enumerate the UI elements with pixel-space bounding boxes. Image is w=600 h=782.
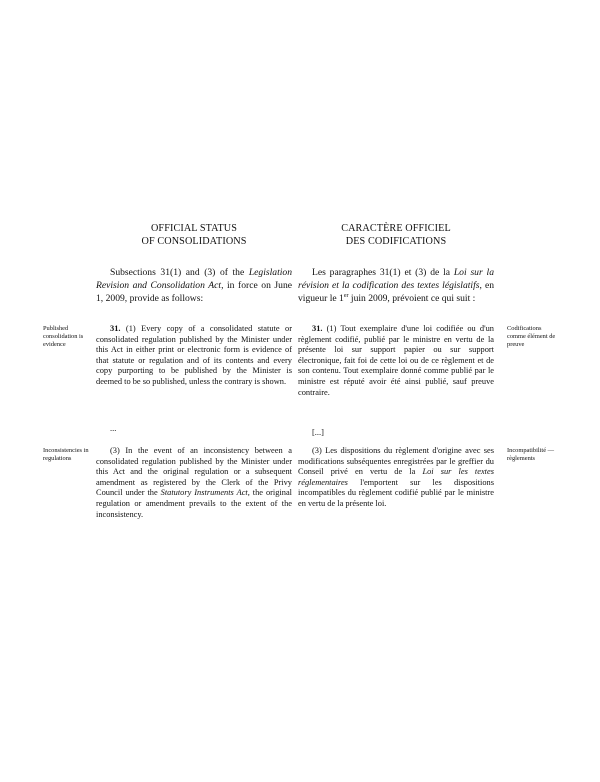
- intro-english: [96, 266, 292, 305]
- section-31-3-english-text-a: (3) In the event of an inconsistency between a consolidated regulation published by the Minister under this Act and the original regulation or a subsequent amendment as registered by the Clerk of the Privy Council under the: [96, 446, 292, 498]
- section-31-1-english: [96, 324, 292, 388]
- intro-english-text-b: , in force on June 1, 2009, provide as follows:: [96, 280, 292, 304]
- heading-english-line2: OF CONSOLIDATIONS: [141, 236, 247, 247]
- section-31-1-french-text: (1) Tout exemplaire d'une loi codifiée ou d'un règlement codifié, publié par le ministre en vertu de la présente loi sur support papier ou sur support électronique, fait foi de cette loi ou de ce règlement et de son contenu. Tout exemplaire donné comme publié par le ministre est réputé avoir été ainsi publié, sauf preuve contraire.: [298, 324, 494, 397]
- section-31-1-english-text: (1) Every copy of a consolidated statute or consolidated regulation published by the Minister under this Act in either print or electronic form is evidence of that statute or regulation and of its contents and every copy purporting to be published by the Minister is deemed to be so published, unless the contrary is shown.: [96, 324, 292, 386]
- section-31-3-english-text-b: , the original regulation or amendment prevails to the extent of the inconsistency.: [96, 488, 293, 519]
- section-number-french: 31.: [312, 324, 323, 333]
- section-31-3-english-act-title: Statutory Instruments Act: [160, 488, 248, 498]
- intro-french-text-b: , en vigueur le 1: [298, 280, 495, 304]
- intro-french-text-c: juin 2009, prévoient ce qui suit :: [348, 293, 476, 304]
- section-31-1-french: [298, 324, 494, 398]
- section-number-english: 31.: [110, 324, 121, 333]
- intro-english-act-title: Legislation Revision and Consolidation Act: [96, 267, 292, 291]
- intro-french-superscript: er: [343, 292, 349, 299]
- heading-english: [96, 222, 292, 248]
- ellipsis-french: [...]: [312, 428, 324, 437]
- intro-french: [298, 266, 494, 305]
- section-31-3-french-text-a: (3) Les dispositions du règlement d'origine avec ses modifications subséquentes enregistrées par le greffier du Conseil privé en vertu de la: [298, 446, 494, 477]
- section-31-3-french-act-title: Loi sur les textes réglementaires: [298, 467, 494, 487]
- intro-french-act-title: Loi sur la révision et la codification des textes législatifs: [298, 267, 494, 291]
- margin-note-incompatibilite: Incompatibilité — règlements: [507, 447, 555, 462]
- margin-note-published-consolidation: Published consolidation is evidence: [43, 325, 84, 348]
- margin-note-inconsistencies: Inconsistencies in regulations: [43, 447, 89, 462]
- heading-french-line2: DES CODIFICATIONS: [345, 236, 447, 247]
- section-31-3-english: [96, 446, 292, 520]
- section-31-3-french: [298, 446, 494, 510]
- intro-english-text-a: Subsections 31(1) and (3) of the: [110, 267, 249, 278]
- heading-french: [298, 222, 494, 248]
- margin-note-codifications-preuve: Codifications comme élément de preuve: [507, 325, 556, 348]
- ellipsis-english: ...: [110, 424, 117, 433]
- section-31-3-french-text-b: l'emportent sur les dispositions incompatibles du règlement codifié publié par le ministre en vertu de la présente loi.: [298, 477, 494, 508]
- intro-french-text-a: Les paragraphes 31(1) et (3) de la: [312, 267, 454, 278]
- heading-french-line1: CARACTÈRE OFFICIEL: [341, 223, 451, 234]
- heading-english-line1: OFFICIAL STATUS: [150, 223, 238, 234]
